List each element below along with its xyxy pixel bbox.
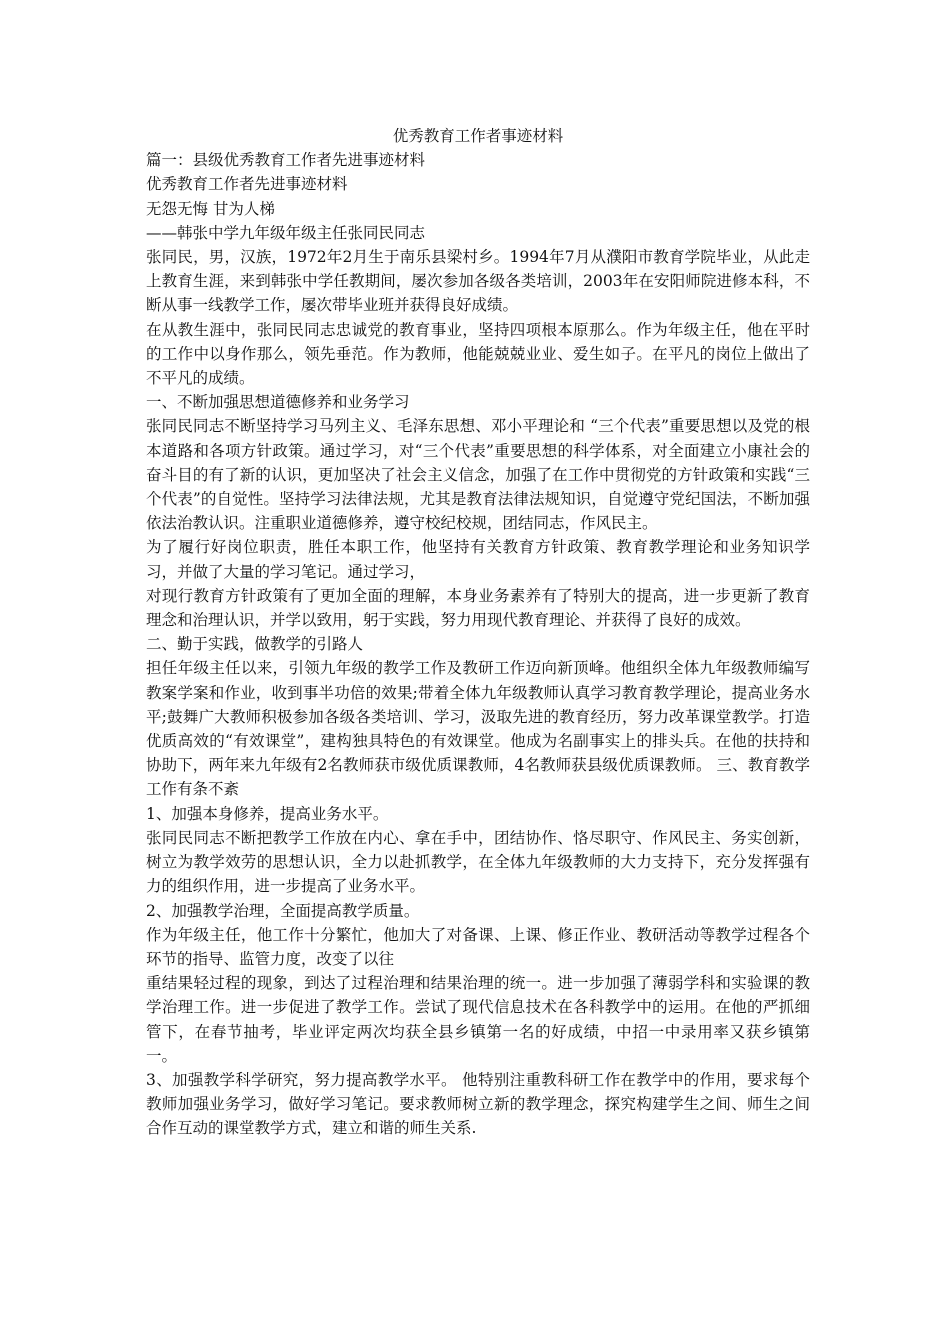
paragraph-motto: 无怨无悔 甘为人梯 [146, 199, 275, 218]
paragraph-research: 3、加强教学科学研究，努力提高教学水平。 他特别注重教科研工作在教学中的作用，要求每个教师加强业务学习，做好学习笔记。要求教师树立新的教学理念，探究构建学生之间、师生之间合作互动的课堂教学方式，建立和谐的师生关系. [146, 1070, 810, 1138]
paragraph-results: 重结果轻过程的现象，到达了过程治理和结果治理的统一。进一步加强了薄弱学科和实验课的教学治理工作。进一步促进了教学工作。尝试了现代信息技术在各科教学中的运用。在他的严抓细管下，在春节抽考，毕业评定两次均获全县乡镇第一名的好成绩，中招一中录用率又获乡镇第一。 [146, 974, 810, 1065]
document-page [146, 124, 810, 1141]
paragraph-intro: 在从教生涯中，张同民同志忠诚党的教育事业，坚持四项根本原那么。作为年级主任，他在平时的工作中以身作那么，领先垂范。作为教师，他能兢兢业业、爱生如子。在平凡的岗位上做出了不平凡的成绩。 [146, 320, 810, 388]
paragraph-subtitle-2: 优秀教育工作者先进事迹材料 [146, 175, 348, 194]
section-heading-1: 一、不断加强思想道德修养和业务学习 [146, 393, 410, 412]
subsection-heading-2: 2、加强教学治理，全面提高教学质量。 [146, 901, 420, 920]
paragraph-duty: 为了履行好岗位职责，胜任本职工作，他坚持有关教育方针政策、教育教学理论和业务知识学习，并做了大量的学习笔记。通过学习， [146, 538, 810, 581]
section-heading-2: 二、勤于实践，做教学的引路人 [146, 635, 364, 654]
paragraph-study: 张同民同志不断坚持学习马列主义、毛泽东思想、邓小平理论和 “三个代表”重要思想以及党的根本道路和各项方针政策。通过学习，对“三个代表”重要思想的科学体系，对全面建立小康社会的奋斗目的有了新的认识，更加坚决了社会主义信念，加强了在工作中贯彻党的方针政策和实践“三个代表”的自觉性。坚持学习法律法规，尤其是教育法律法规知识，自觉遵守党纪国法，不断加强依法治教认识。注重职业道德修养，遵守校纪校规，团结同志，作风民主。 [146, 417, 810, 533]
paragraph-understanding: 对现行教育方针政策有了更加全面的理解，本身业务素养有了特别大的提高，进一步更新了教育理念和治理认识，并学以致用，躬于实践，努力用现代教育理论、并获得了良好的成效。 [146, 586, 810, 630]
document-title: 优秀教育工作者事迹材料 [392, 127, 564, 145]
paragraph-byline: ——韩张中学九年级年级主任张同民同志 [146, 223, 426, 242]
paragraph-self-cultivation: 张同民同志不断把教学工作放在内心、拿在手中，团结协作、恪尽职守、作风民主、务实创新，树立为教学效劳的思想认识，全力以赴抓教学，在全体九年级教师的大力支持下，充分发挥强有力的组织作用，进一步提高了业务水平。 [146, 828, 810, 896]
subsection-heading-1: 1、加强本身修养，提高业务水平。 [146, 804, 389, 823]
paragraph-subtitle-1: 篇一：县级优秀教育工作者先进事迹材料 [146, 151, 426, 170]
paragraph-bio: 张同民，男，汉族，1972年2月生于南乐县梁村乡。1994年7月从濮阳市教育学院毕业，从此走上教育生涯，来到韩张中学任教期间，屡次参加各级各类培训，2003年在安阳师院进修本科，不断从事一线教学工作，屡次带毕业班并获得良好成绩。 [146, 248, 810, 315]
paragraph-management: 作为年级主任，他工作十分繁忙，他加大了对备课、上课、修正作业、教研活动等教学过程各个环节的指导、监管力度，改变了以往 [146, 925, 810, 968]
paragraph-practice: 担任年级主任以来，引领九年级的教学工作及教研工作迈向新顶峰。他组织全体九年级教师编写教案学案和作业，收到事半功倍的效果;带着全体九年级教师认真学习教育教学理论，提高业务水平;鼓舞广大教师积极参加各级各类培训、学习，汲取先进的教育经历，努力改革课堂教学。打造优质高效的“有效课堂”，建构独具特色的有效课堂。他成为名副事实上的排头兵。在他的扶持和协助下，两年来九年级有2名教师获市级优质课教师，4名教师获县级优质课教师。 三、教育教学工作有条不紊 [146, 659, 810, 799]
